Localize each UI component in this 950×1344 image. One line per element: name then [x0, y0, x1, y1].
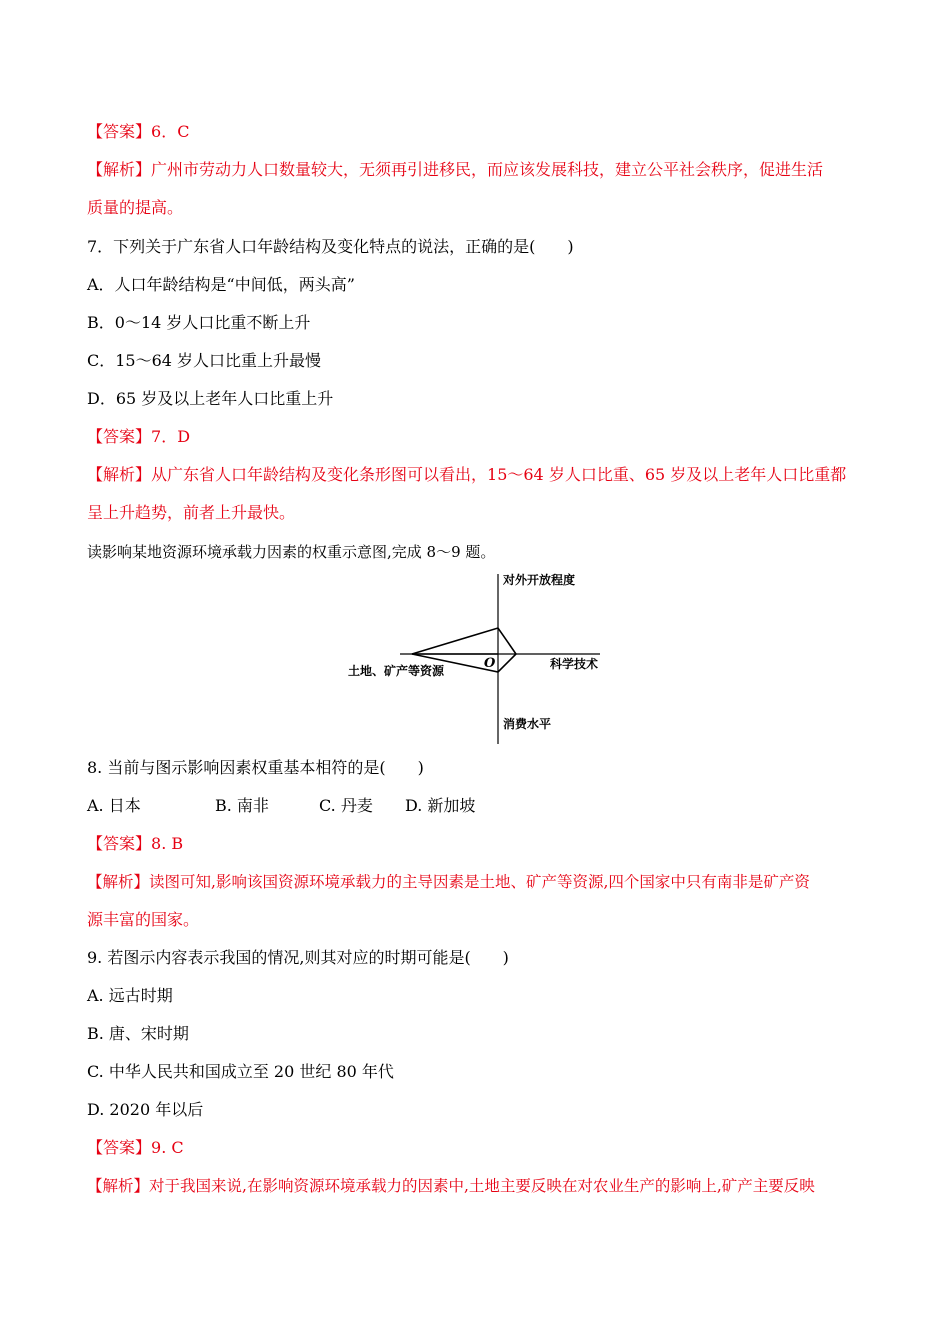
- intro-questions-8-9: 读影响某地资源环境承载力因素的权重示意图,完成 8～9 题。: [87, 543, 496, 561]
- answer-8: [87, 832, 183, 856]
- answer-text: 6．C: [151, 122, 190, 141]
- label-left: 土地、矿产等资源: [348, 664, 445, 678]
- option-c: C. 丹麦: [319, 796, 373, 815]
- explanation-9-line1: [87, 1174, 815, 1198]
- explanation-text: 对于我国来说,在影响资源环境承载力的因素中,土地主要反映在对农业生产的影响上,矿产主要反映: [149, 1177, 815, 1195]
- question-9-option-b: B. 唐、宋时期: [87, 1024, 189, 1043]
- label-bottom: 消费水平: [503, 717, 552, 731]
- explanation-tag: 【解析】: [87, 160, 152, 179]
- question-7-option-a: A．人口年龄结构是“中间低，两头高”: [87, 275, 355, 294]
- explanation-6-line1: [87, 158, 823, 182]
- option-b: B. 南非: [215, 796, 269, 815]
- question-8-options: [87, 794, 475, 818]
- explanation-7-line2: 呈上升趋势，前者上升最快。: [87, 503, 296, 522]
- answer-tag: 【答案】: [87, 1138, 152, 1157]
- explanation-tag: 【解析】: [87, 465, 152, 484]
- option-a: A. 日本: [87, 796, 141, 815]
- resource-carrying-capacity-diagram: [340, 570, 630, 748]
- answer-6: [87, 120, 189, 144]
- explanation-8-line2: 源丰富的国家。: [87, 910, 200, 929]
- answer-text: 7．D: [151, 427, 191, 446]
- explanation-tag: 【解析】: [87, 873, 150, 891]
- question-8: 8. 当前与图示影响因素权重基本相符的是( ): [87, 758, 424, 777]
- answer-text: 9. C: [151, 1138, 184, 1157]
- label-right: 科学技术: [550, 657, 599, 671]
- question-7-option-b: B．0～14 岁人口比重不断上升: [87, 313, 311, 332]
- question-9-option-a: A. 远古时期: [87, 986, 173, 1005]
- question-7: 7．下列关于广东省人口年龄结构及变化特点的说法，正确的是( ): [87, 237, 574, 256]
- answer-tag: 【答案】: [87, 427, 152, 446]
- label-top: 对外开放程度: [503, 573, 576, 587]
- answer-text: 8. B: [151, 834, 184, 853]
- question-9: 9. 若图示内容表示我国的情况,则其对应的时期可能是( ): [87, 948, 509, 967]
- question-9-option-c: C. 中华人民共和国成立至 20 世纪 80 年代: [87, 1062, 394, 1081]
- answer-tag: 【答案】: [87, 834, 152, 853]
- explanation-tag: 【解析】: [87, 1177, 150, 1195]
- answer-tag: 【答案】: [87, 122, 152, 141]
- answer-9: [87, 1136, 184, 1160]
- origin-label: O: [484, 656, 496, 671]
- question-7-option-d: D．65 岁及以上老年人口比重上升: [87, 389, 334, 408]
- explanation-6-line2: 质量的提高。: [87, 198, 184, 217]
- explanation-8-line1: [87, 870, 810, 894]
- question-7-option-c: C．15～64 岁人口比重上升最慢: [87, 351, 322, 370]
- answer-7: [87, 425, 190, 449]
- explanation-text: 从广东省人口年龄结构及变化条形图可以看出，15～64 岁人口比重、65 岁及以上老年人口比重都: [151, 465, 847, 484]
- explanation-7-line1: [87, 463, 846, 487]
- explanation-text: 读图可知,影响该国资源环境承载力的主导因素是土地、矿产等资源,四个国家中只有南非是矿产资: [149, 873, 810, 891]
- option-d: D. 新加坡: [405, 796, 476, 815]
- question-9-option-d: D. 2020 年以后: [87, 1100, 204, 1119]
- explanation-text: 广州市劳动力人口数量较大，无须再引进移民，而应该发展科技，建立公平社会秩序，促进生活: [151, 160, 824, 179]
